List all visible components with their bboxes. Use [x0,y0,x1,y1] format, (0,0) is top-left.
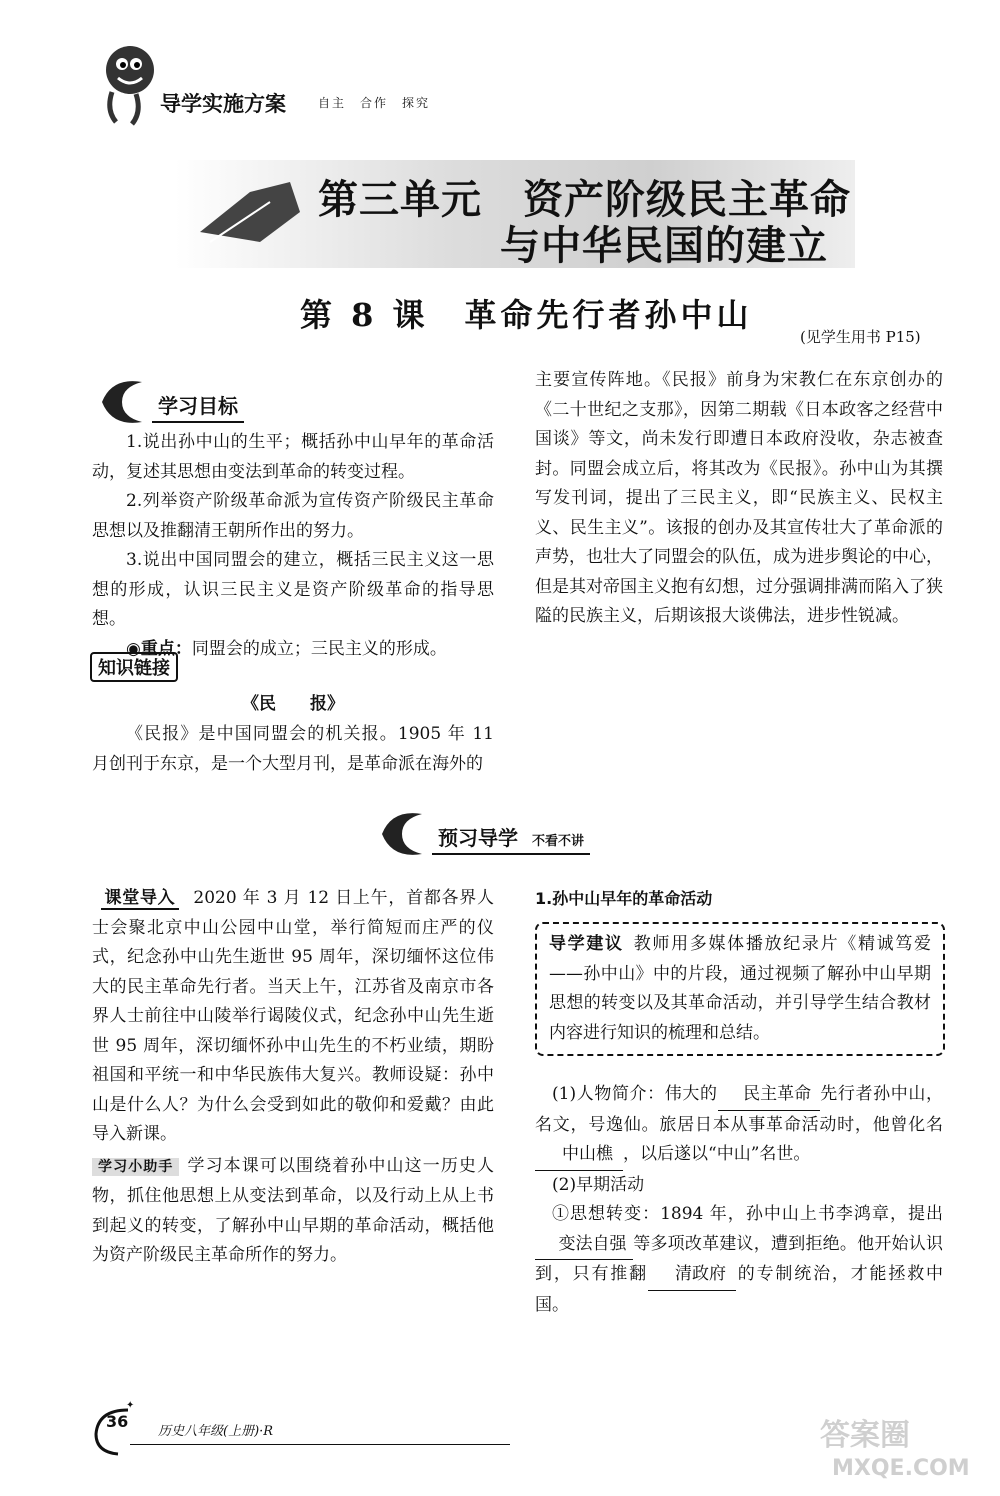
footer-divider [130,1444,510,1445]
goal-item: 1.说出孙中山的生平；概括孙中山早年的革命活动，复述其思想由变法到革命的转变过程。 [92,432,494,482]
answer-blank: 中山樵 [535,1140,623,1171]
early-activities-heading: (2)早期活动 [552,1174,645,1195]
preview-heading-badge [372,804,672,862]
key-points-label: ◉重点： [126,638,192,659]
helper-text: 学习本课可以围绕着孙中山这一历史人物，抓住他思想上从变法到革命，以及行动上从上书到起义的转变，了解孙中山早期的革命活动，概括他为资产阶级民主革命所作的努力。 [92,1155,495,1265]
knowledge-link-tag: 知识链接 [90,652,178,682]
guide-tag: 导学建议 [549,934,624,954]
goal-item: 2.列举资产阶级革命派为宣传资产阶级民主革命思想以及推翻清王朝所作出的努力。 [92,491,494,541]
watermark-url: MXQE.COM [832,1456,970,1481]
header-subtitle: 自主 合作 探究 [318,96,431,110]
svg-text:✦: ✦ [126,1400,135,1411]
key-points-text: 同盟会的成立；三民主义的形成。 [191,638,447,659]
lesson-reference: (见学生用书 P15) [800,328,921,346]
link-title: 《民 报》 [242,694,344,714]
mascot-logo [92,40,162,130]
goals-heading: 学习目标 [152,388,244,423]
guide-box [535,922,945,1056]
header-title: 导学实施方案 [160,92,286,116]
link-paragraph-left: 《民报》是中国同盟会的机关报。1905 年 11 月创刊于东京，是一个大型月刊，是革命派在海外的 [92,724,494,774]
preview-subheading: 不看不讲 [532,834,585,849]
guide-text: 教师用多媒体播放纪录片《精诚笃爱——孙中山》中的片段，通过视频了解孙中山早期思想的转变以及其革命活动，并引导学生结合教材内容进行知识的梳理和总结。 [549,934,932,1043]
answer-blank: 民主革命 [718,1080,820,1111]
answer-blank: 清政府 [648,1260,736,1291]
section1-body: (1)人物简介：伟大的 民主革命 先行者孙中山，名文，号逸仙。旅居日本从事革命活动时，他曾化名中山樵 ，以后遂以“中山”名世。 (2)早期活动 ①思想转变：1894 年，孙中山上书李鸿章，提出变法自强 等多项改革建议，遭到拒绝。他开始认识到，只有推翻 清政府 的专制统治，才能拯救中国。 [535,1080,943,1320]
page-number: 36 [106,1412,129,1431]
unit-title: 第三单元 资产阶级民主革命 [318,177,851,223]
answer-blank: 变法自强 [535,1230,633,1261]
helper-tag: 学习小助手 [92,1158,179,1176]
book-title: 历史八年级(上册)·R [158,1424,274,1439]
banner-art [190,172,310,252]
link-paragraph-right: 主要宣传阵地。《民报》前身为宋教仁在东京创办的《二十世纪之支那》，因第二期载《日本政客之经营中国谈》等文，尚未发行即遭日本政府没收，杂志被查封。同盟会成立后，将其改为《民报》。孙中山为其撰写发刊词，提出了三民主义，即“民族主义、民权主义、民生主义”。该报的创办及其宣传壮大了革命派的声势，也壮大了同盟会的队伍，成为进步舆论的中心，但是其对帝国主义抱有幻想，过分强调排满而陷入了狭隘的民族主义，后期该报大谈佛法，进步性锐减。 [535,370,943,626]
preview-heading: 预习导学 不看不讲 [432,820,590,855]
intro-text: 2020 年 3 月 12 日上午，首都各界人士会聚北京中山公园中山堂，举行简短而庄严的仪式，纪念孙中山先生逝世 95 周年，深切缅怀这位伟大的民主革命先行者。当天上午，江苏省及南京市各界人士前往中山陵举行谒陵仪式，纪念孙中山先生逝世 95 周年，深切缅怀孙中山先生的不朽业绩，期盼祖国和平统一和中华民族伟大复兴。教师设疑：孙中山是什么人？为什么会受到如此的敬仰和爱戴？由此导入新课。 [92,888,495,1144]
goals-heading-badge [92,372,302,430]
intro-tag: 课堂导入 [101,888,180,910]
goal-item: 3.说出中国同盟会的建立，概括三民主义这一思想的形成，认识三民主义是资产阶级革命的指导思想。 [92,550,494,629]
class-intro [92,884,494,1271]
section1-title: 1.孙中山早年的革命活动 [535,889,713,908]
watermark-logo: 答案圈 [820,1418,910,1453]
lesson-title: 第 8 课 革命先行者孙中山 [300,296,753,334]
unit-subtitle: 与中华民国的建立 [500,223,828,269]
goals-list [92,428,494,664]
